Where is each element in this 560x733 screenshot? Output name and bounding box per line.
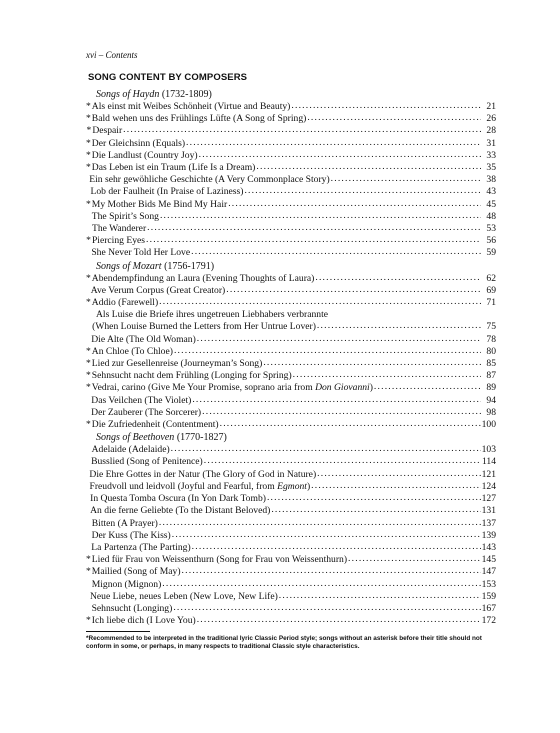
entry-title: Mailied (Song of May) (91, 566, 181, 578)
asterisk-mark: * (86, 615, 91, 627)
entry-title: She Never Told Her Love (91, 247, 191, 259)
asterisk-mark: * (86, 162, 91, 174)
page-number: 137 (481, 517, 496, 529)
composer-dates: (1732-1809) (159, 89, 212, 100)
entry-title: Die Alte (The Old Woman) (91, 333, 196, 345)
entry-title: Ein sehr gewöhliche Geschichte (A Very Commonplace Story) (89, 174, 330, 186)
entry-title-italic: Egmont (277, 480, 307, 492)
asterisk-mark: * (86, 101, 91, 112)
leader-dots (256, 161, 481, 173)
entry-title: Bald wehen uns des Frühlings Lüfte (A Song of Spring) (91, 113, 307, 125)
entry-title: La Partenza (The Parting) (91, 541, 191, 553)
leader-dots (331, 173, 481, 185)
composer-groups (86, 88, 496, 627)
entry-title: An die ferne Geliebte (To the Distant Beloved) (90, 505, 271, 517)
page-number: 38 (486, 174, 496, 186)
leader-dots (228, 198, 481, 210)
asterisk-mark: * (86, 370, 91, 382)
leader-dots (186, 137, 481, 149)
page-number: 62 (486, 272, 496, 284)
page-number: 172 (481, 615, 496, 627)
page-number: 78 (486, 333, 496, 345)
page-number: 143 (481, 541, 496, 553)
entry-title: Adelaide (Adelaide) (91, 444, 170, 456)
leader-dots (171, 443, 481, 455)
leader-dots (159, 296, 481, 308)
leader-dots (317, 320, 481, 332)
page-number: 114 (481, 456, 496, 468)
entry-title: Bitten (A Prayer) (91, 517, 158, 529)
entry-title: Addio (Farewell) (91, 297, 159, 309)
page-number: 80 (486, 345, 496, 357)
footnote-rule (86, 631, 150, 632)
page-number: 45 (486, 198, 496, 210)
page-number: 21 (486, 101, 496, 112)
page-number: 121 (481, 468, 496, 480)
leader-dots (348, 553, 481, 565)
contents-entry[interactable] (86, 615, 496, 627)
page-number: 124 (481, 480, 496, 492)
entry-title: Lied für Frau von Weissenthurn (Song for Frau von Weissenthurn) (91, 554, 348, 566)
leader-dots (197, 614, 481, 626)
composer-group (86, 431, 496, 627)
page-header: xvi – Contents (86, 50, 138, 60)
entry-title: Sehnsucht (Longing) (91, 602, 173, 614)
leader-dots (192, 394, 481, 406)
entry-title: Abendempfindung an Laura (Evening Thoughts of Laura) (91, 272, 315, 284)
composer-dates: (1770-1827) (174, 432, 227, 444)
leader-dots (271, 504, 480, 516)
entry-title: Lied zur Gesellenreise (Journeyman’s Song) (91, 358, 263, 370)
entry-title: In Questa Tomba Oscura (In Yon Dark Tomb) (90, 493, 266, 505)
composer-group (86, 260, 496, 432)
page-number: 43 (486, 186, 496, 198)
entry-title: Der Zauberer (The Sorcerer) (91, 406, 202, 418)
composer-group (86, 88, 496, 260)
page-number: 33 (486, 149, 496, 161)
leader-dots (191, 246, 481, 258)
leader-dots (311, 480, 480, 492)
leader-dots (159, 517, 481, 529)
page-number: 56 (486, 235, 496, 247)
leader-dots (317, 468, 480, 480)
page-number: 147 (481, 566, 496, 578)
leader-dots (147, 222, 481, 234)
leader-dots (267, 492, 481, 504)
page-number: 31 (486, 137, 496, 149)
leader-dots (244, 185, 481, 197)
entry-title: Freudvoll und leidvoll (Joyful and Fearful, from Egmont) (89, 480, 311, 492)
entry-title: Die Ehre Gottes in der Natur (The Glory of God in Nature) (89, 468, 317, 480)
leader-dots (192, 541, 481, 553)
page-number: 75 (486, 321, 496, 333)
composer-name: Songs of Haydn (96, 89, 160, 100)
leader-dots (220, 418, 481, 430)
asterisk-mark: * (86, 235, 91, 247)
footnote: *Recommended to be interpreted in the traditional lyric Classic Period style; songs without an asterisk before their title should not conform in some, or perhaps, in many respects to traditional Classic style characteristics. (86, 635, 482, 650)
entry-title: Mignon (Mignon) (91, 578, 162, 590)
page-number: 127 (481, 493, 496, 505)
page-number: 87 (486, 370, 496, 382)
entry-title: The Wanderer (91, 223, 147, 235)
page-number: 71 (486, 297, 496, 309)
entry-title: Das Veilchen (The Violet) (91, 394, 192, 406)
entry-title: Die Landlust (Country Joy) (91, 149, 198, 161)
page-number: 35 (486, 162, 496, 174)
asterisk-mark: * (86, 566, 91, 578)
contents-entry[interactable] (86, 297, 496, 309)
asterisk-mark: * (86, 419, 91, 431)
entry-title: Vedrai, carino (Give Me Your Promise, soprano aria from Don Giovanni) (91, 382, 373, 394)
entry-title: Als einst mit Weibes Schönheit (Virtue and Beauty) (91, 101, 291, 112)
asterisk-mark: * (86, 113, 91, 125)
leader-dots (173, 602, 480, 614)
section-title: SONG CONTENT BY COMPOSERS (88, 72, 248, 83)
asterisk-mark: * (86, 554, 91, 566)
page-number: 48 (486, 210, 496, 222)
entry-title: Als Luise die Briefe ihres ungetreuen Liebhabers verbrannte (96, 309, 329, 321)
leader-dots (197, 333, 481, 345)
leader-dots (307, 112, 481, 124)
asterisk-mark: * (86, 345, 91, 357)
page-number: 89 (486, 382, 496, 394)
leader-dots (146, 234, 481, 246)
page-number: 139 (481, 529, 496, 541)
composer-name: Songs of Mozart (96, 260, 162, 272)
leader-dots (202, 406, 481, 418)
leader-dots (160, 210, 481, 222)
leader-dots (182, 565, 481, 577)
page-number: 167 (481, 602, 496, 614)
page-number: 94 (486, 394, 496, 406)
leader-dots (172, 529, 481, 541)
asterisk-mark: * (86, 272, 91, 284)
leader-dots (291, 100, 481, 112)
page-number: 69 (486, 284, 496, 296)
asterisk-mark: * (86, 149, 91, 161)
page-number: 145 (481, 554, 496, 566)
composer-dates: (1756-1791) (161, 260, 215, 272)
entry-title: Despair (92, 125, 123, 137)
entry-title: The Spirit’s Song (91, 210, 159, 222)
leader-dots (374, 381, 481, 393)
entry-title: Ave Verum Corpus (Great Creator) (90, 284, 226, 296)
page-number: 100 (481, 419, 496, 431)
leader-dots (315, 272, 481, 284)
asterisk-mark: * (86, 358, 91, 370)
entry-title: Der Kuss (The Kiss) (91, 529, 171, 541)
leader-dots (226, 284, 481, 296)
page-number: 103 (481, 444, 496, 456)
entry-title: (When Louise Burned the Letters from Her Untrue Lover) (92, 321, 316, 333)
leader-dots (293, 369, 481, 381)
asterisk-mark: * (86, 382, 91, 394)
entry-title-italic: Don Giovanni (315, 382, 370, 394)
entry-title: Der Gleichsinn (Equals) (91, 137, 186, 149)
entry-title: An Chloe (To Chloe) (91, 345, 173, 357)
entry-title: Lob der Faulheit (In Praise of Laziness) (90, 186, 244, 198)
entry-title: Ich liebe dich (I Love You) (91, 615, 196, 627)
page-number: 85 (486, 358, 496, 370)
contents-entry[interactable] (86, 419, 496, 431)
contents-entry[interactable] (86, 247, 496, 259)
entry-title: Die Zufriedenheit (Contentment) (91, 419, 219, 431)
entry-title: Neue Liebe, neues Leben (New Love, New Life) (90, 590, 278, 602)
leader-dots (174, 345, 481, 357)
entry-title: My Mother Bids Me Bind My Hair (91, 198, 228, 210)
entry-title: Sehnsucht nacht dem Frühling (Longing for Spring) (91, 370, 292, 382)
entry-title: Das Leben ist ein Traum (Life Is a Dream) (91, 162, 256, 174)
leader-dots (204, 455, 481, 467)
asterisk-mark: * (86, 137, 91, 149)
page-number: 153 (481, 578, 496, 590)
page-number: 131 (481, 505, 496, 517)
leader-dots (279, 590, 481, 602)
page-number: 53 (486, 223, 496, 235)
page-number: 28 (486, 125, 496, 137)
leader-dots (123, 124, 481, 136)
composer-name: Songs of Beethoven (96, 432, 175, 444)
page-number: 59 (486, 247, 496, 259)
asterisk-mark: * (86, 125, 92, 137)
page-number: 26 (486, 113, 496, 125)
leader-dots (263, 357, 481, 369)
entry-title: Piercing Eyes (91, 235, 145, 247)
page-number: 159 (481, 590, 496, 602)
leader-dots (162, 578, 480, 590)
asterisk-mark: * (86, 198, 91, 210)
entry-title: Busslied (Song of Penitence) (91, 456, 203, 468)
page-number: 98 (486, 406, 496, 418)
leader-dots (199, 149, 481, 161)
asterisk-mark: * (86, 297, 91, 309)
